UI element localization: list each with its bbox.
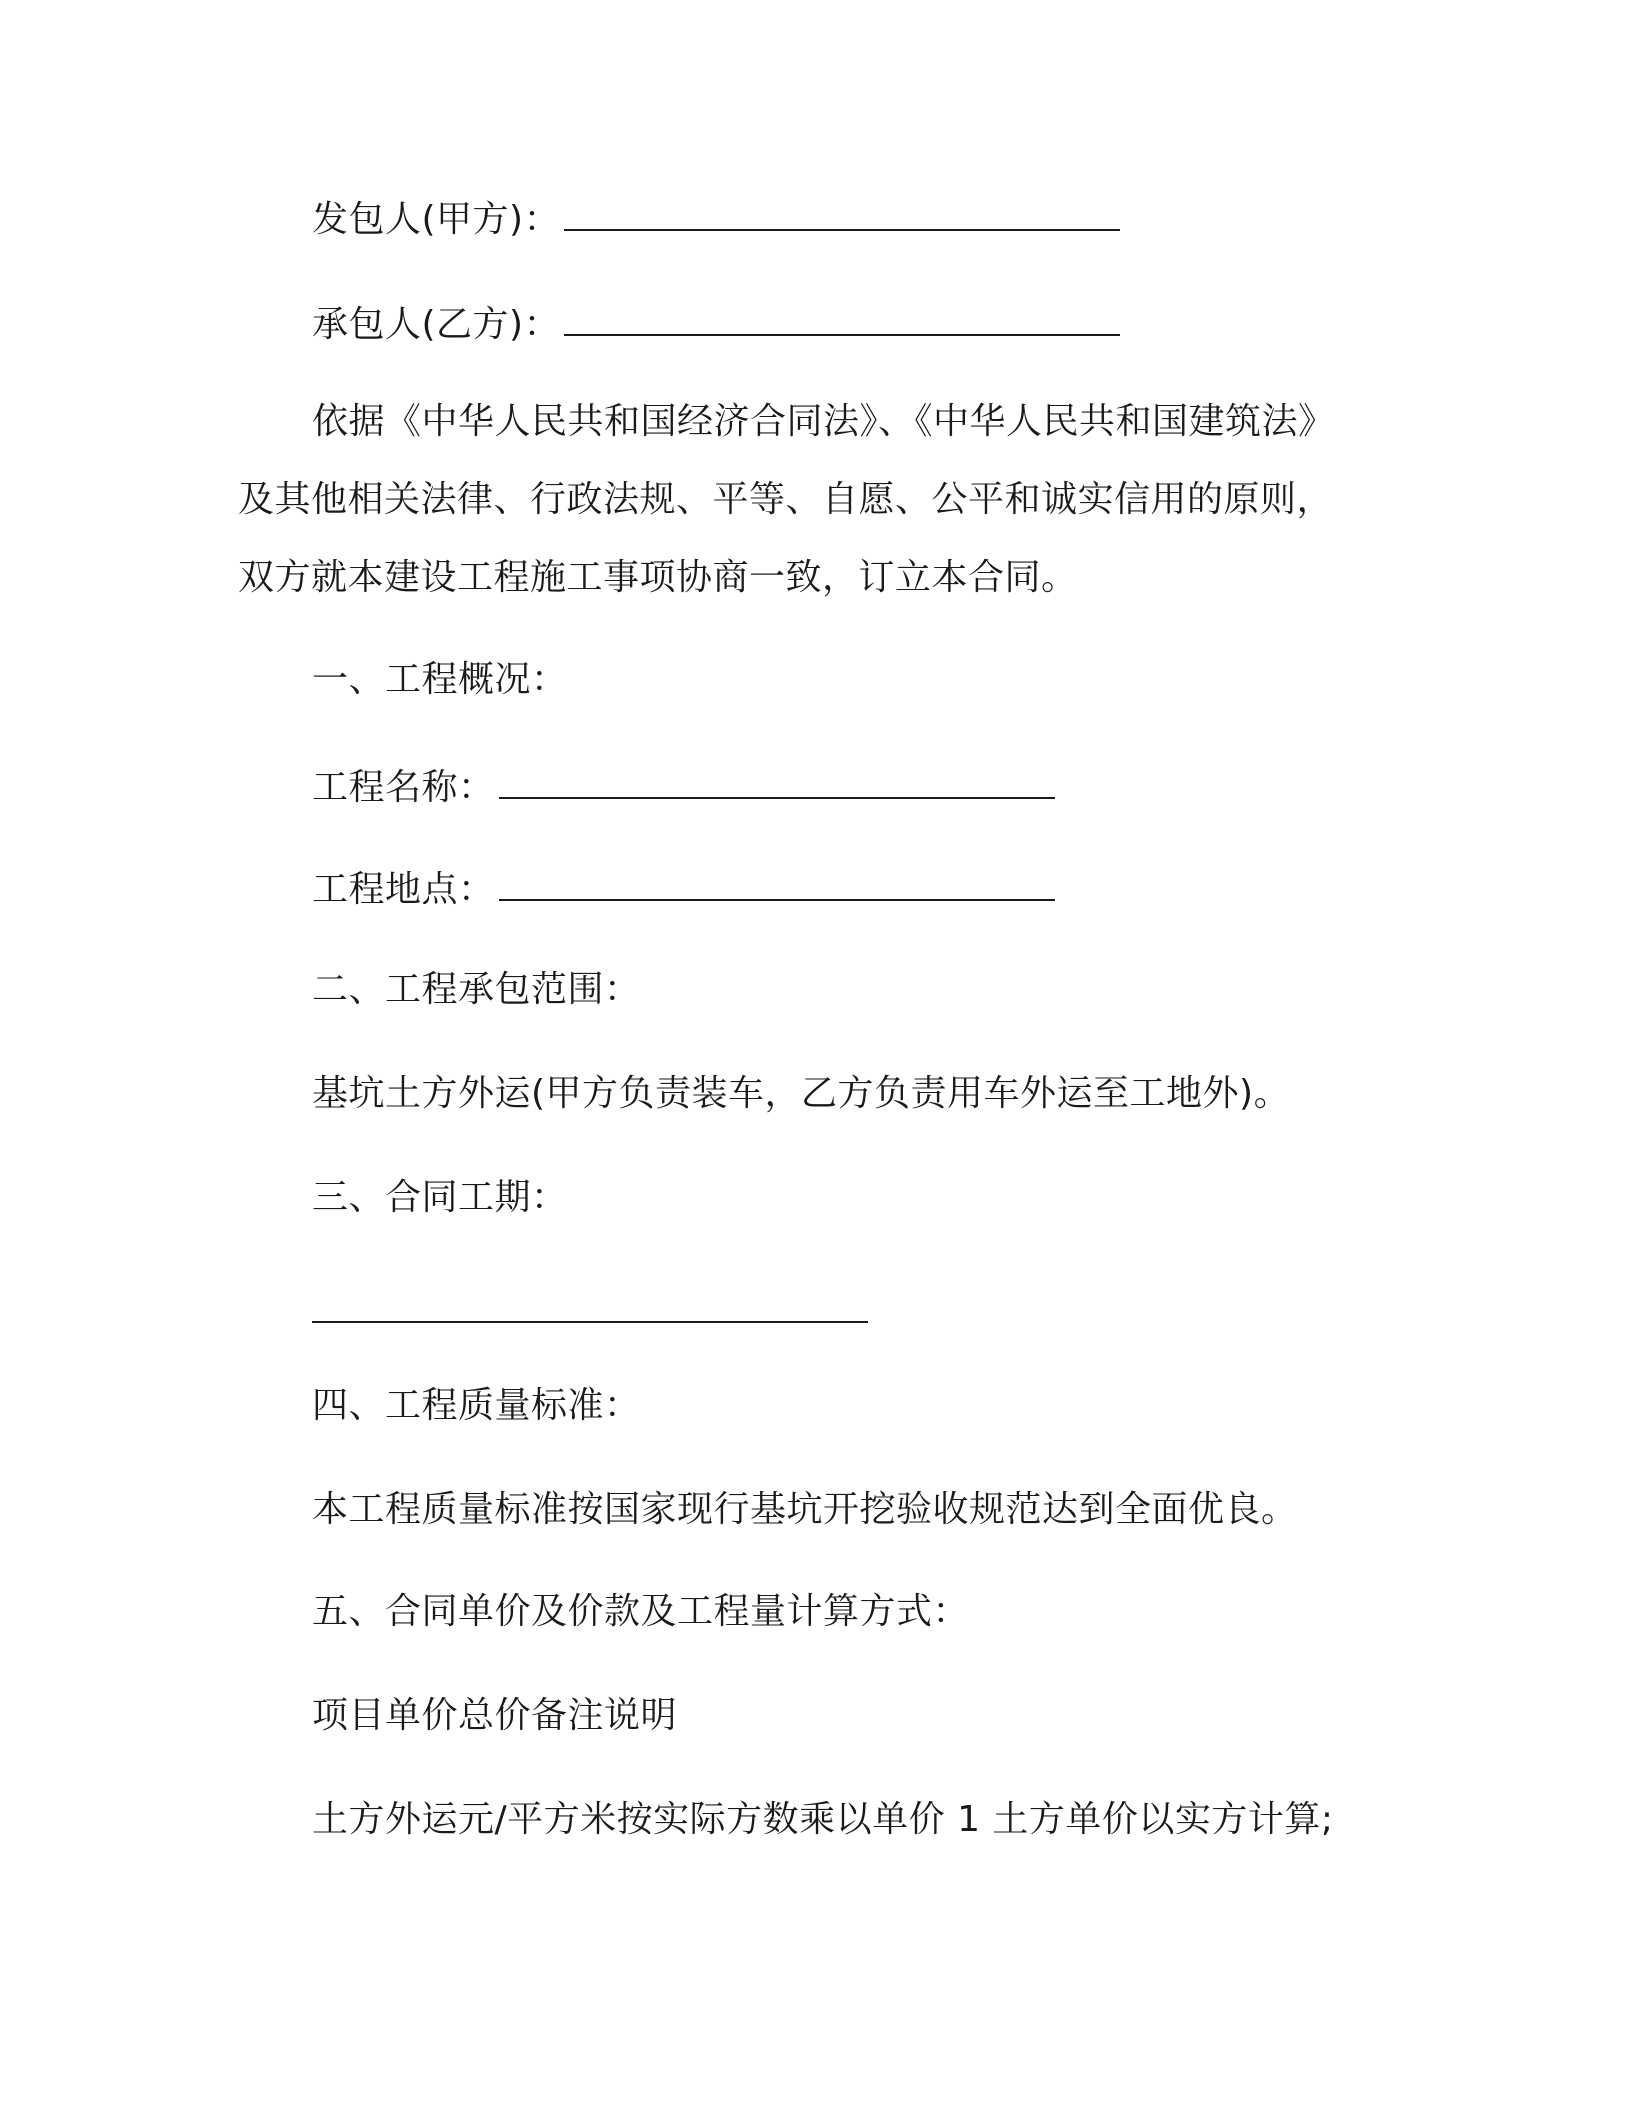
duration-line xyxy=(312,1290,868,1334)
project-location-label: 工程地点： xyxy=(312,869,495,910)
project-name-line xyxy=(312,766,1055,810)
party-a-line xyxy=(312,198,1120,242)
pricing-row-earthwork: 土方外运元/平方米按实际方数乘以单价 1 土方单价以实方计算; xyxy=(312,1799,1334,1840)
section5-heading: 五、合同单价及价款及工程量计算方式： xyxy=(312,1591,970,1632)
section4-heading: 四、工程质量标准： xyxy=(312,1385,641,1426)
party-b-line xyxy=(312,303,1120,347)
party-b-blank xyxy=(564,304,1120,336)
project-location-line xyxy=(312,868,1055,912)
project-name-label: 工程名称： xyxy=(312,767,495,808)
section3-heading: 三、合同工期： xyxy=(312,1177,568,1218)
duration-blank xyxy=(312,1291,868,1323)
party-a-label: 发包人(甲方)： xyxy=(312,199,561,240)
party-a-blank xyxy=(564,199,1120,231)
project-name-blank xyxy=(499,767,1055,799)
preamble-line-1: 依据《中华人民共和国经济合同法》、《中华人民共和国建筑法》 xyxy=(312,401,1335,442)
pricing-table-header: 项目单价总价备注说明 xyxy=(312,1695,678,1736)
section4-body: 本工程质量标准按国家现行基坑开挖验收规范达到全面优良。 xyxy=(312,1489,1298,1530)
preamble-line-3: 双方就本建设工程施工事项协商一致，订立本合同。 xyxy=(238,557,1078,598)
section2-body: 基坑土方外运(甲方负责装车，乙方负责用车外运至工地外)。 xyxy=(312,1073,1291,1114)
project-location-blank xyxy=(499,869,1055,901)
party-b-label: 承包人(乙方)： xyxy=(312,304,561,345)
preamble-line-2: 及其他相关法律、行政法规、平等、自愿、公平和诚实信用的原则， xyxy=(238,479,1334,520)
section2-heading: 二、工程承包范围： xyxy=(312,969,641,1010)
section1-heading: 一、工程概况： xyxy=(312,659,568,700)
